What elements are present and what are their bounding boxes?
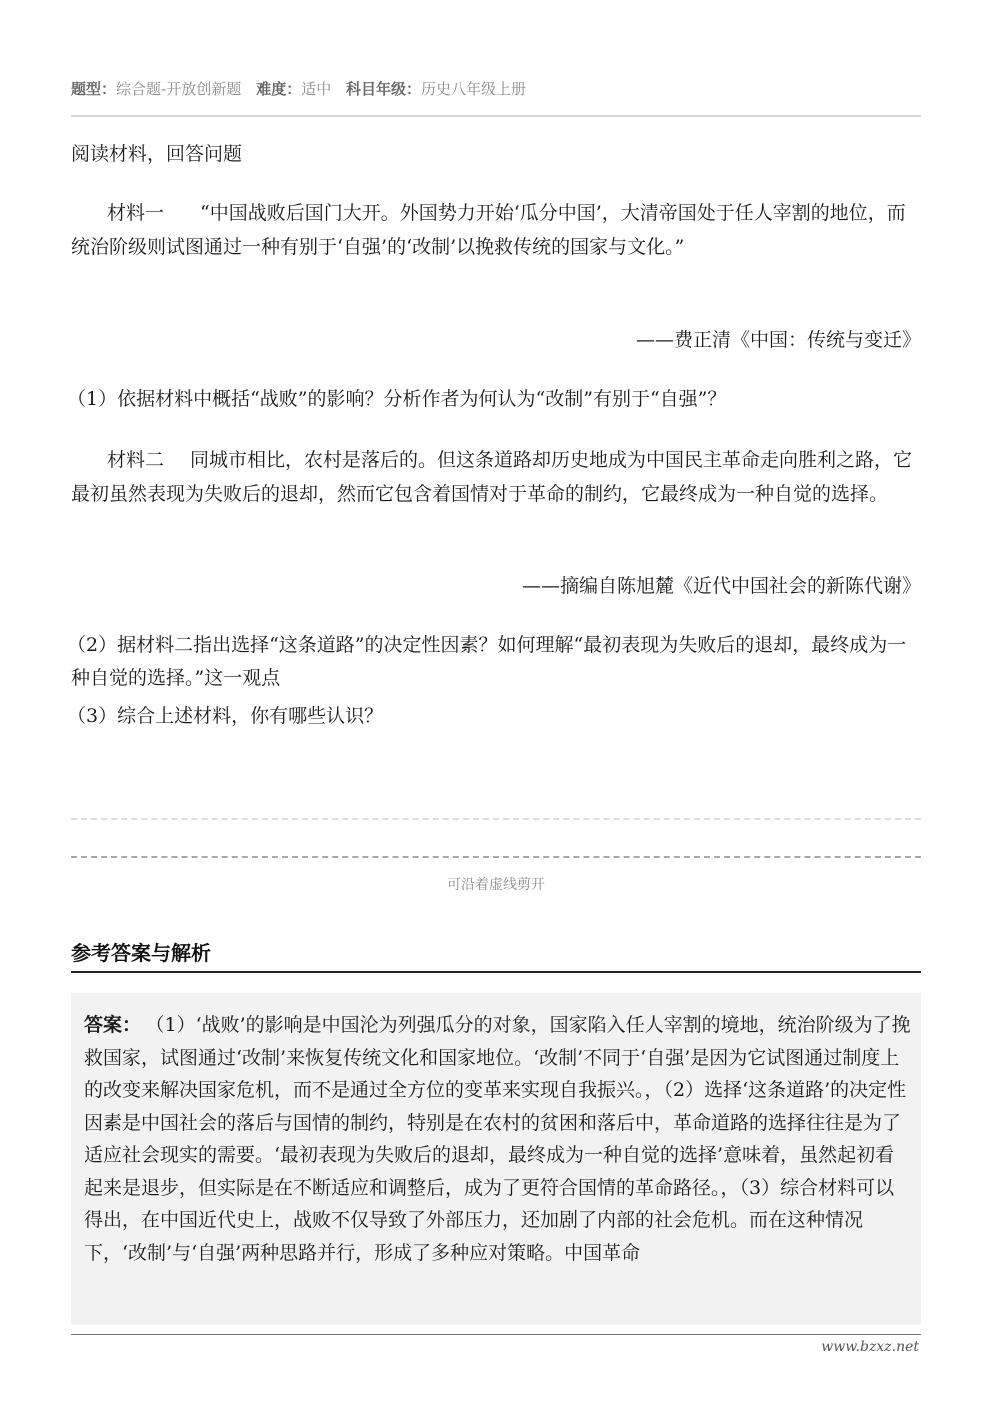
material-two-source: ——摘编自陈旭麓《近代中国社会的新陈代谢》: [521, 575, 921, 597]
question-intro: 阅读材料，回答问题: [71, 143, 243, 165]
material-one-text: “中国战败后国门大开。外国势力开始‘瓜分中国’，大清帝国处于任人宰割的地位，而统治阶级则试图通过一种有别于‘自强’的‘改制’以挽救传统的国家与文化。”: [71, 202, 906, 258]
footer-site-link[interactable]: www.bzxz.net: [821, 1339, 919, 1355]
material-one-label: 材料一: [107, 202, 165, 224]
answer-content: [84, 1009, 912, 1269]
type-label: 题型：: [71, 80, 117, 98]
answer-heading-rule: [71, 971, 921, 973]
material-one-source: ——费正清《中国：传统与变迁》: [635, 329, 921, 351]
sub-question-2: （2）据材料二指出选择“这条道路”的决定性因素？如何理解“最初表现为失败后的退却，最终成为一种自觉的选择。”这一观点: [67, 634, 907, 689]
subject-label: 科目年级：: [346, 80, 422, 98]
subject-value: 历史八年级上册: [421, 80, 527, 98]
sub-question-1: （1）依据材料中概括“战败”的影响？分析作者为何认为“改制”有别于“自强”？: [67, 388, 727, 410]
material-two-label: 材料二: [107, 449, 165, 471]
answer-text: （1）‘战败’的影响是中国沦为列强瓜分的对象，国家陷入任人宰割的境地，统治阶级为了挽救国家，试图通过‘改制’来恢复传统文化和国家地位。‘改制’不同于‘自强’是因为它试图通过制度上的改变来解决国家危机，而不是通过全方位的变革来实现自我振兴。，（2）选择‘这条道路’的决定性因素是中国社会的落后与国情的制约，特别是在农村的贫困和落后中，革命道路的选择往往是为了适应社会现实的需要。‘最初表现为失败后的退却，最终成为一种自觉的选择’意味着，虽然起初看起来是退步，但实际是在不断适应和调整后，成为了更符合国情的革命路径。，（3）综合材料可以得出，在中国近代史上，战败不仅导致了外部压力，还加剧了内部的社会危机。而在这种情况下，‘改制’与‘自强’两种思路并行，形成了多种应对策略。中国革命: [84, 1014, 911, 1264]
sub-question-3: （3）综合上述材料，你有哪些认识？: [67, 705, 384, 727]
cut-line-light: [71, 818, 921, 820]
cut-line: [71, 856, 921, 858]
cut-hint: 可沿着虚线剪开: [447, 877, 545, 893]
meta-divider: [71, 115, 921, 117]
answer-label: 答案：: [84, 1014, 142, 1036]
footer-rule: [71, 1334, 921, 1335]
answer-heading: 参考答案与解析: [71, 941, 211, 965]
material-two-text: 同城市相比，农村是落后的。但这条道路却历史地成为中国民主革命走向胜利之路，它最初虽然表现为失败后的退却，然而它包含着国情对于革命的制约，它最终成为一种自觉的选择。: [71, 449, 913, 505]
material-one: [71, 196, 921, 264]
difficulty-label: 难度：: [256, 80, 302, 98]
type-value: 综合题-开放创新题: [116, 80, 242, 98]
material-two: [71, 443, 921, 511]
difficulty-value: 适中: [301, 80, 332, 98]
question-meta-bar: [71, 78, 921, 99]
